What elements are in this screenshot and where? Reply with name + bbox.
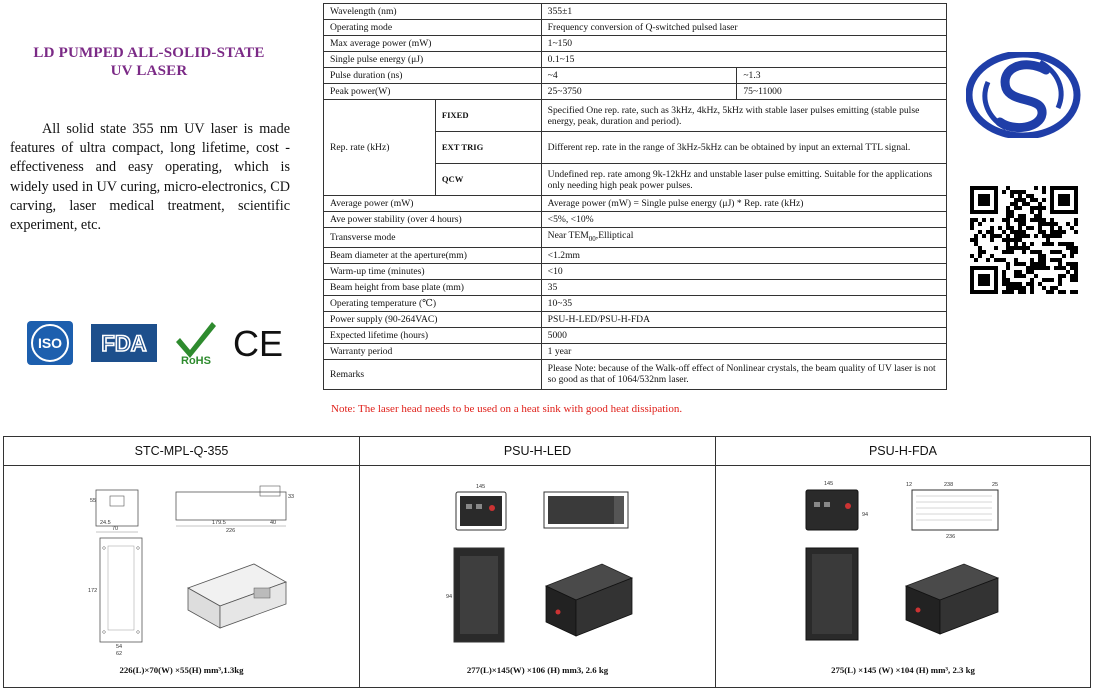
spec-label: Max average power (mW) (324, 36, 542, 52)
product-caption: 275(L) ×145 (W) ×104 (H) mm³, 2.3 kg (831, 665, 975, 675)
product-caption: 277(L)×145(W) ×106 (H) mm3, 2.6 kg (466, 665, 609, 675)
spec-label: Operating temperature (℃) (324, 295, 542, 311)
table-row (324, 68, 947, 84)
dim-label: 94 (862, 512, 869, 518)
rohs-badge-text: RoHS (181, 355, 211, 366)
spec-value: 35 (541, 279, 946, 295)
table-row (324, 327, 947, 343)
dim-label: 94 (446, 594, 453, 600)
dim-label: 25 (992, 482, 999, 488)
spec-label: Operating mode (324, 20, 542, 36)
spec-value: Frequency conversion of Q-switched pulsed laser (541, 20, 946, 36)
spec-value: 0.1~15 (541, 52, 946, 68)
spec-label: Beam height from base plate (mm) (324, 279, 542, 295)
spec-label: Peak power(W) (324, 84, 542, 100)
spec-label: Wavelength (nm) (324, 4, 542, 20)
fda-badge-icon (90, 320, 158, 366)
table-row (324, 247, 947, 263)
spec-value: Undefined rep. rate among 9k-12kHz and unstable laser pulse emitting. Suitable for the applications only needing high peak power pulses. (541, 164, 946, 196)
spec-value: ~1.3 (737, 68, 947, 84)
table-row (324, 263, 947, 279)
qr-code-icon (970, 186, 1078, 294)
dim-label: 226 (226, 528, 236, 534)
product-column (716, 437, 1090, 687)
dim-label: 70 (112, 526, 119, 532)
table-row (324, 295, 947, 311)
spec-label: Rep. rate (kHz) (324, 100, 436, 196)
table-row (324, 52, 947, 68)
table-row (324, 4, 947, 20)
dim-label: 238 (944, 482, 954, 488)
product-name: PSU-H-FDA (716, 437, 1090, 466)
rohs-badge-icon (172, 320, 218, 366)
table-row (324, 100, 947, 132)
spec-value: <1.2mm (541, 247, 946, 263)
spec-label: Transverse mode (324, 228, 542, 248)
spec-value: 1~150 (541, 36, 946, 52)
spec-label: Power supply (90-264VAC) (324, 311, 542, 327)
table-row (324, 228, 947, 248)
rep-rate-mode-fixed: FIXED (435, 100, 541, 132)
table-row (324, 20, 947, 36)
ce-badge-icon (230, 320, 286, 366)
dim-label: 145 (476, 484, 486, 490)
table-row (324, 196, 947, 212)
spec-value: 355±1 (541, 4, 946, 20)
table-row (324, 279, 947, 295)
spec-value: Average power (mW) = Single pulse energy (μJ) * Rep. rate (kHz) (541, 196, 946, 212)
spec-label: Single pulse energy (μJ) (324, 52, 542, 68)
table-row (324, 36, 947, 52)
product-caption: 226(L)×70(W) ×55(H) mm³,1.3kg (119, 665, 244, 675)
company-logo-icon (966, 52, 1081, 138)
dim-label: 54 (116, 644, 123, 650)
dim-label: 40 (270, 520, 277, 526)
laser-head-drawing (4, 466, 359, 656)
psu-fda-drawing (716, 466, 1090, 656)
product-title-line1: LD PUMPED ALL-SOLID-STATE (33, 45, 265, 61)
product-column (360, 437, 716, 687)
dim-label: 145 (824, 481, 834, 487)
spec-value: ~4 (541, 68, 737, 84)
heat-sink-note: Note: The laser head needs to be used on a heat sink with good heat dissipation. (331, 403, 683, 415)
table-row (324, 343, 947, 359)
table-row (324, 311, 947, 327)
dim-label: 55 (90, 498, 97, 504)
psu-led-drawing (360, 466, 715, 656)
dim-label: 179.5 (212, 520, 226, 526)
spec-label: Ave power stability (over 4 hours) (324, 212, 542, 228)
dim-label: 172 (88, 588, 98, 594)
dim-label: 24.5 (100, 520, 111, 526)
product-title-line2: UV LASER (110, 63, 188, 79)
product-title (0, 44, 298, 80)
spec-value: <5%, <10% (541, 212, 946, 228)
fda-badge-text: FDA (101, 331, 147, 356)
spec-value: 25~3750 (541, 84, 737, 100)
spec-value: <10 (541, 263, 946, 279)
dim-label: 62 (116, 651, 123, 656)
spec-value: Please Note: because of the Walk-off effect of Nonlinear crystals, the beam quality of UV laser is not so good as that of 1064/532nm laser. (541, 359, 946, 389)
spec-label: Remarks (324, 359, 542, 389)
transverse-post: ,Elliptical (595, 230, 634, 241)
spec-label: Warm-up time (minutes) (324, 263, 542, 279)
spec-value: Different rep. rate in the range of 3kHz-5kHz can be obtained by input an external TTL signal. (541, 132, 946, 164)
iso-badge-icon (26, 320, 74, 366)
product-drawings-table (3, 436, 1091, 688)
table-row (324, 212, 947, 228)
spec-value (541, 228, 946, 248)
product-column (4, 437, 360, 687)
ce-badge-text: CE (232, 323, 284, 364)
spec-label: Pulse duration (ns) (324, 68, 542, 84)
spec-value: 10~35 (541, 295, 946, 311)
product-name: PSU-H-LED (360, 437, 715, 466)
dim-label: 33 (288, 494, 295, 500)
dim-label: 12 (906, 482, 913, 488)
spec-label: Beam diameter at the aperture(mm) (324, 247, 542, 263)
rep-rate-mode-ext-trig: EXT TRIG (435, 132, 541, 164)
table-row (324, 359, 947, 389)
spec-value: Specified One rep. rate, such as 3kHz, 4kHz, 5kHz with stable laser pulses emitting (stable pulse energy, peak, duration and period). (541, 100, 946, 132)
table-row (324, 84, 947, 100)
spec-label: Average power (mW) (324, 196, 542, 212)
spec-label: Warranty period (324, 343, 542, 359)
spec-label: Expected lifetime (hours) (324, 327, 542, 343)
product-description: All solid state 355 nm UV laser is made features of ultra compact, long lifetime, cost -effectiveness and easy operating, which is widely used in UV curing, micro-electronics, CD carving, laser medical treatment, scientific experiment, etc. (10, 121, 290, 234)
rep-rate-mode-qcw: QCW (435, 164, 541, 196)
iso-badge-text: ISO (37, 335, 63, 351)
spec-value: 75~11000 (737, 84, 947, 100)
spec-value: 5000 (541, 327, 946, 343)
spec-value: PSU-H-LED/PSU-H-FDA (541, 311, 946, 327)
product-name: STC-MPL-Q-355 (4, 437, 359, 466)
dim-label: 236 (946, 534, 956, 540)
spec-value: 1 year (541, 343, 946, 359)
transverse-pre: Near TEM (547, 230, 589, 241)
spec-table (323, 3, 947, 390)
transverse-sub: 00 (588, 234, 596, 243)
